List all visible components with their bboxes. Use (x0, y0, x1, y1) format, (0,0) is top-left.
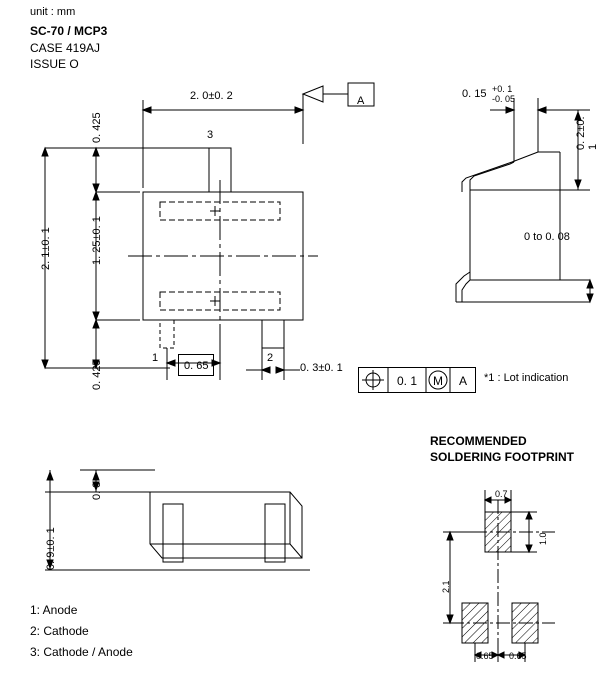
unit-label: unit : mm (30, 6, 76, 18)
top-view-drawing (0, 80, 430, 400)
pin2-label: 2 (267, 352, 274, 364)
case-number: CASE 419AJ (30, 41, 101, 55)
pitch-dim-label: 0. 65 (184, 360, 209, 372)
front-overall-dim-label: 0. 9±0. 1 (45, 527, 57, 570)
footprint-pitch-right-label: 0.65 (509, 651, 527, 661)
footprint-pad-width-label: 0.7 (495, 489, 508, 499)
footprint-title-line2: SOLDERING FOOTPRINT (430, 450, 574, 464)
top-width-dim-label: 2. 0±0. 2 (190, 90, 233, 102)
lot-indication-note: *1 : Lot indication (484, 372, 569, 384)
lead-width-dim-label: 0. 3±0. 1 (300, 362, 343, 374)
body-height-dim-label: 1. 25±0. 1 (91, 216, 103, 265)
legend-item-3: 3: Cathode / Anode (30, 645, 133, 659)
front-view-drawing (0, 440, 360, 600)
lead-bottom-dim-label: 0. 425 (91, 359, 103, 390)
issue-label: ISSUE O (30, 57, 79, 71)
pin3-label: 3 (207, 129, 214, 141)
legend-item-2: 2: Cathode (30, 624, 89, 638)
side-height-dim-label: 0. 2±0. 1 (575, 116, 599, 150)
standoff-dim-label: 0 to 0. 08 (524, 231, 570, 243)
side-thickness-tol-lower: -0. 05 (492, 94, 516, 104)
svg-text:M: M (433, 374, 443, 388)
side-thickness-tol-upper: +0. 1 (492, 84, 513, 94)
side-thickness-dim-label: 0. 15 (462, 88, 487, 100)
svg-text:A: A (458, 374, 468, 388)
pitch-dim-box (178, 354, 214, 376)
top-height-dim-label: 2. 1±0. 1 (40, 227, 52, 270)
footprint-pitch-left-label: 0.65 (476, 651, 494, 661)
lead-top-dim-label: 0. 425 (91, 112, 103, 143)
pin1-label: 1 (152, 352, 159, 364)
footprint-span-label: 2.1 (441, 580, 451, 593)
footprint-title-line1: RECOMMENDED (430, 434, 527, 448)
front-height-dim-label: 0. 3 (91, 481, 103, 500)
legend-item-1: 1: Anode (30, 603, 78, 617)
datum-a-label: A (357, 95, 365, 107)
svg-text:0. 1: 0. 1 (396, 374, 418, 388)
gdt-frame (358, 367, 476, 393)
footprint-pad-height-label: 1.0 (538, 532, 548, 545)
footprint-drawing (425, 470, 612, 670)
package-name: SC-70 / MCP3 (30, 24, 108, 38)
